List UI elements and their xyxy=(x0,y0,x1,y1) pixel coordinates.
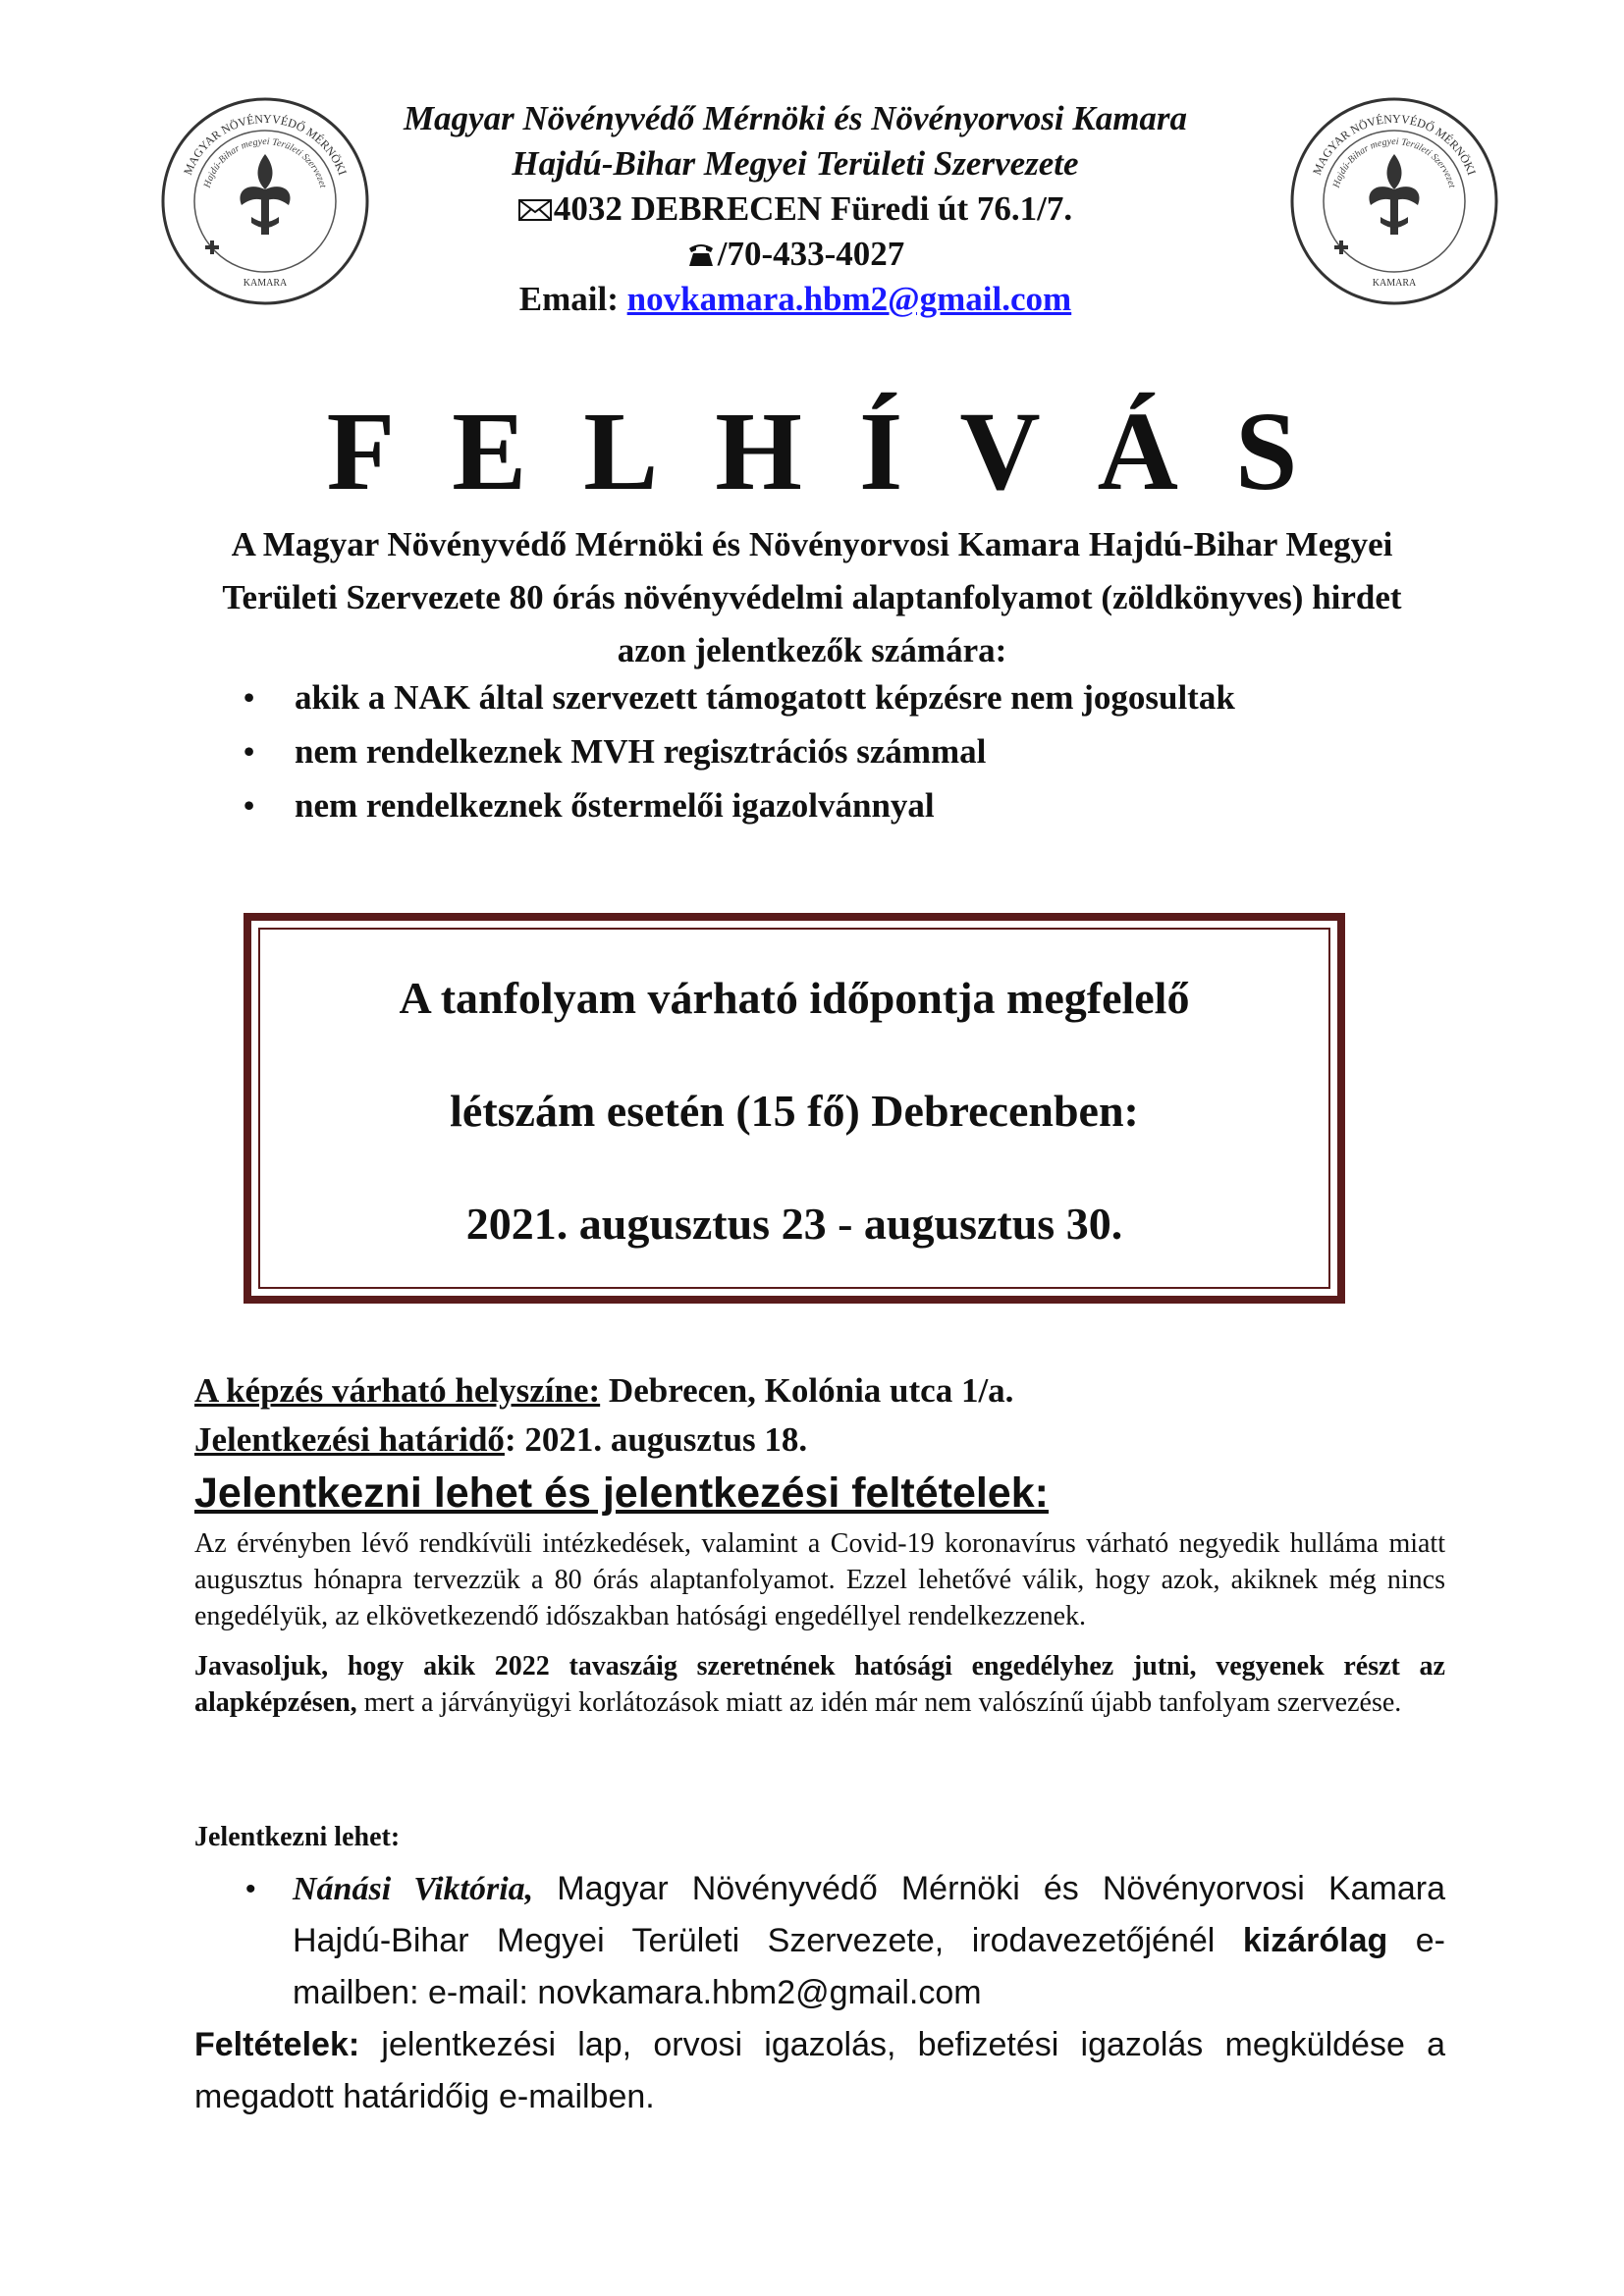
email-line xyxy=(324,277,1267,322)
list-item: • nem rendelkeznek MVH regisztrációs számmal xyxy=(244,724,1235,778)
course-date-line3: 2021. augusztus 23 - augusztus 30. xyxy=(465,1199,1123,1249)
course-date-box xyxy=(244,913,1345,1304)
application-heading: Jelentkezni lehet és jelentkezési feltételek: xyxy=(194,1469,1049,1517)
covid-paragraph: Az érvényben lévő rendkívüli intézkedések, valamint a Covid-19 koronavírus várható negyedik hulláma miatt augusztus hónapra tervezzük a 80 órás alaptanfolyamot. Ezzel lehetővé válik, hogy azok, akiknek még nincs engedélyük, az elkövetkezendő időszakban hatósági engedéllyel rendelkezzenek. xyxy=(194,1528,1445,1631)
recommendation-paragraph xyxy=(194,1648,1445,1721)
telephone-icon xyxy=(686,235,716,262)
seal-top-text: MAGYAR NÖVÉNYVÉDŐ MÉRNÖKI xyxy=(181,111,351,178)
recommendation-bold: Javasoljuk, hogy akik 2022 tavaszáig szeretnének hatósági engedélyhez jutni, vegyenek részt az alapképzésen, xyxy=(194,1651,1445,1718)
list-item: • nem rendelkeznek őstermelői igazolvánnyal xyxy=(244,778,1235,832)
seal-inner-text: Hajdú-Bihar megyei Területi Szervezet xyxy=(201,136,329,189)
contact-exclusive: kizárólag xyxy=(1242,1922,1388,1959)
conditions-paragraph xyxy=(194,2019,1445,2123)
email-label: Email: xyxy=(518,280,619,318)
contact-section xyxy=(194,1818,1445,2123)
conditions-label: Feltételek: xyxy=(194,2026,360,2063)
seal-bottom-text: KAMARA xyxy=(1372,278,1417,289)
deadline-value: : 2021. augusztus 18. xyxy=(504,1420,808,1459)
page-title: FELHÍVÁS xyxy=(326,389,1355,513)
address-text: 4032 DEBRECEN Füredi út 76.1/7. xyxy=(553,189,1073,228)
phone-line xyxy=(324,232,1267,277)
deadline-label: Jelentkezési határidő xyxy=(194,1420,505,1459)
location-value: Debrecen, Kolónia utca 1/a. xyxy=(608,1371,1014,1410)
location-line xyxy=(194,1366,1445,1415)
email-link[interactable]: novkamara.hbm2@gmail.com xyxy=(626,280,1072,318)
eligibility-list xyxy=(244,670,1235,832)
course-date-line2: létszám esetén (15 fő) Debrecenben: xyxy=(450,1086,1139,1136)
contact-heading: Jelentkezni lehet: xyxy=(194,1822,401,1852)
course-date-line1: A tanfolyam várható időpontja megfelelő xyxy=(399,973,1190,1023)
location-label: A képzés várható helyszíne: xyxy=(194,1371,601,1410)
conditions-text: jelentkezési lap, orvosi igazolás, befizetési igazolás megküldése a megadott határidőig e-mailben. xyxy=(194,2026,1445,2115)
course-date-box-inner xyxy=(258,928,1330,1289)
bullet-icon: • xyxy=(245,1873,256,1905)
deadline-line xyxy=(194,1415,1445,1465)
address-line xyxy=(324,187,1267,232)
contact-name: Nánási Viktória, xyxy=(293,1871,534,1907)
details-section xyxy=(194,1366,1445,1721)
list-item: • akik a NAK által szervezett támogatott képzésre nem jogosultak xyxy=(244,670,1235,724)
seal-inner-text: Hajdú-Bihar megyei Területi Szervezet xyxy=(1330,136,1458,189)
letterhead xyxy=(324,96,1267,322)
phone-number: /70-433-4027 xyxy=(717,235,905,273)
contact-email-text: e-mailben: e-mail: novkamara.hbm2@gmail.com xyxy=(293,1922,1445,2011)
intro-paragraph: A Magyar Növényvédő Mérnöki és Növényorvosi Kamara Hajdú-Bihar Megyei Területi Szervezete 80 órás növényvédelmi alaptanfolyamot (zöldkönyves) hirdet azon jelentkezők számára: xyxy=(222,525,1402,669)
contact-text: Magyar Növényvédő Mérnöki és Növényorvosi Kamara Hajdú-Bihar Megyei Területi Szervezete, irodavezetőjénél xyxy=(293,1870,1446,1959)
recommendation-rest: mert a járványügyi korlátozások miatt az idén már nem valószínű újabb tanfolyam szervezése. xyxy=(356,1687,1402,1718)
chamber-seal-right xyxy=(1286,93,1502,309)
org-name-line1: Magyar Növényvédő Mérnöki és Növényorvosi Kamara xyxy=(403,99,1188,137)
contact-person xyxy=(194,1863,1445,2019)
envelope-icon xyxy=(518,187,552,209)
seal-bottom-text: KAMARA xyxy=(243,278,288,289)
org-name-line2: Hajdú-Bihar Megyei Területi Szervezete xyxy=(512,144,1079,183)
chamber-seal-right-graphic xyxy=(1286,93,1502,309)
seal-top-text: MAGYAR NÖVÉNYVÉDŐ MÉRNÖKI xyxy=(1310,111,1480,178)
